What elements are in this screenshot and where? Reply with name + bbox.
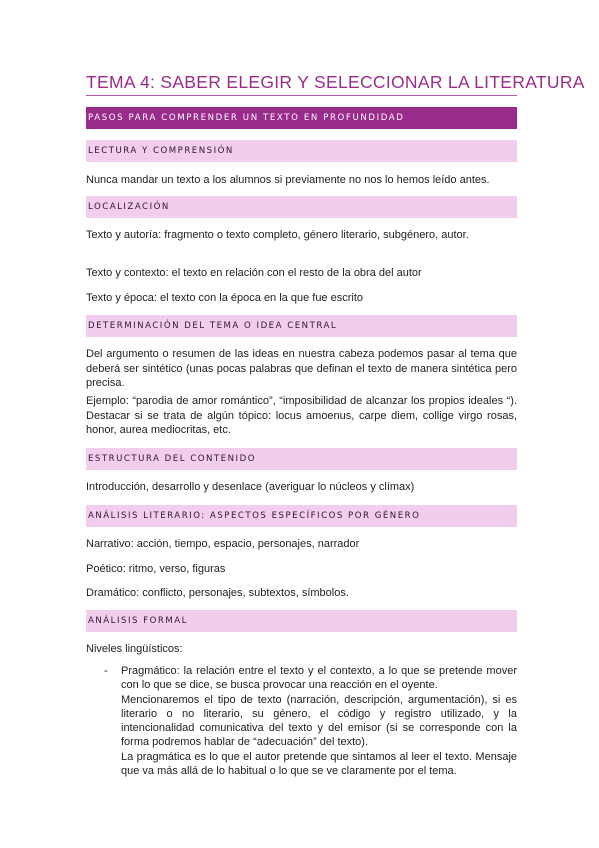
paragraph-niveles: Niveles lingüísticos: — [86, 643, 183, 655]
title-underline — [86, 95, 517, 96]
paragraph-ejemplo: Ejemplo: “parodia de amor romántico”, “imposibilidad de alcanzar los propios ideales “). Destacar si se trata de algún tópico: locus amoenus, carpe diem, collige virgo rosas, honor, aurea mediocritas, etc. — [86, 395, 517, 436]
paragraph-narrativo: Narrativo: acción, tiempo, espacio, personajes, narrador — [86, 538, 360, 550]
list-item-line-3: La pragmática es lo que el autor pretende que sintamos al leer el texto. Mensaje que va más allá de lo habitual o lo que se ve claramente por el tema. — [121, 750, 517, 778]
section-heading-analisis-formal: ANÁLISIS FORMAL — [86, 610, 517, 632]
paragraph-lectura: Nunca mandar un texto a los alumnos si previamente no nos lo hemos leído antes. — [86, 174, 490, 186]
section-heading-pasos: PASOS PARA COMPRENDER UN TEXTO EN PROFUNDIDAD — [86, 107, 517, 129]
list-item-pragmatico — [121, 664, 517, 778]
paragraph-argumento: Del argumento o resumen de las ideas en nuestra cabeza podemos pasar al tema que deberá ser sintético (unas pocas palabras que definan el texto de manera sintética pero precisa. — [86, 348, 517, 389]
paragraph-contexto: Texto y contexto: el texto en relación con el resto de la obra del autor — [86, 267, 422, 279]
list-item-line-2: Mencionaremos el tipo de texto (narración, descripción, argumentación), si es literario o no literario, su género, el código y registro utilizado, y la intencionalidad comunicativa del texto y del emisor (si se corresponde con la forma podremos hablar de “adecuación” del texto). — [121, 693, 517, 749]
paragraph-estructura: Introducción, desarrollo y desenlace (averiguar lo núcleos y clímax) — [86, 481, 415, 493]
paragraph-poetico: Poético: ritmo, verso, figuras — [86, 563, 226, 575]
page-title: TEMA 4: SABER ELEGIR Y SELECCIONAR LA LITERATURA — [86, 72, 585, 92]
section-heading-tema: DETERMINACIÓN DEL TEMA O IDEA CENTRAL — [86, 315, 517, 337]
list-bullet: - — [104, 665, 108, 677]
paragraph-dramatico: Dramático: conflicto, personajes, subtextos, símbolos. — [86, 587, 349, 599]
section-heading-localizacion: LOCALIZACIÓN — [86, 196, 517, 218]
section-heading-estructura: ESTRUCTURA DEL CONTENIDO — [86, 448, 517, 470]
section-heading-lectura: LECTURA Y COMPRENSIÓN — [86, 140, 517, 162]
list-item-line-1: Pragmático: la relación entre el texto y el contexto, a lo que se pretende mover con lo que se dice, se busca provocar una reacción en el oyente. — [121, 665, 517, 692]
section-heading-analisis-literario: ANÁLISIS LITERARIO: ASPECTOS ESPECÍFICOS POR GÉNERO — [86, 505, 517, 527]
paragraph-epoca: Texto y época: el texto con la época en la que fue escrito — [86, 292, 364, 304]
paragraph-autoria: Texto y autoría: fragmento o texto completo, género literario, subgénero, autor. — [86, 229, 469, 241]
